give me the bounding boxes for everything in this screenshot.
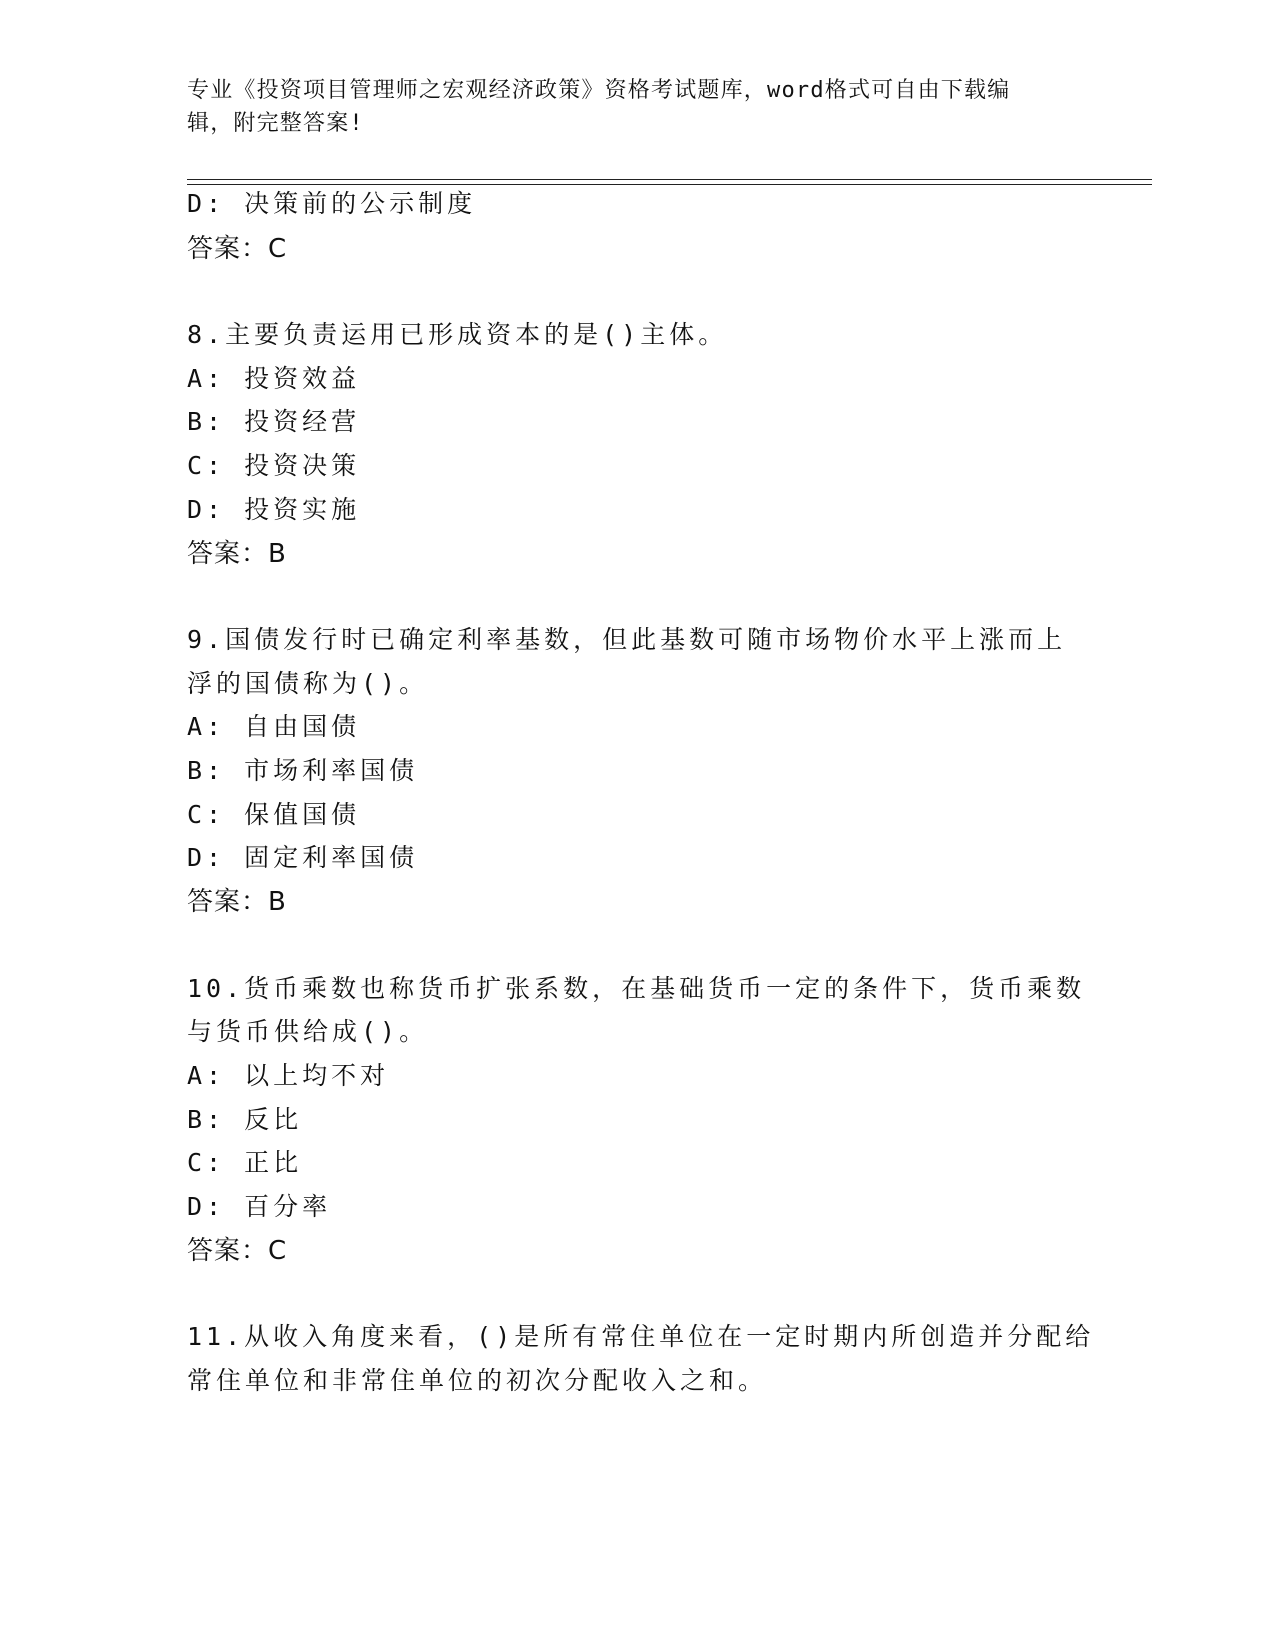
prev-answer: 答案：C xyxy=(187,234,288,264)
question-stem-line-2: 与货币供给成()。 xyxy=(187,1017,429,1046)
option-c: C: 正比 xyxy=(187,1148,303,1177)
question-stem: 8.主要负责运用已形成资本的是()主体。 xyxy=(187,320,728,349)
option-a: A: 以上均不对 xyxy=(187,1061,390,1090)
document-header xyxy=(187,74,1067,140)
question-stem-line-2: 浮的国债称为()。 xyxy=(187,669,429,698)
option-d: D: 百分率 xyxy=(187,1192,332,1221)
prev-option-d: D: 决策前的公示制度 xyxy=(187,189,477,218)
option-b: B: 市场利率国债 xyxy=(187,756,419,785)
option-d: D: 投资实施 xyxy=(187,495,361,524)
option-b: B: 投资经营 xyxy=(187,407,361,436)
question-stem-line-1: 10.货币乘数也称货币扩张系数，在基础货币一定的条件下，货币乘数 xyxy=(187,974,1086,1003)
option-c: C: 投资决策 xyxy=(187,451,361,480)
answer: 答案：B xyxy=(187,539,287,569)
option-d: D: 固定利率国债 xyxy=(187,843,419,872)
header-divider-top xyxy=(187,179,1152,180)
header-line-1: 专业《投资项目管理师之宏观经济政策》资格考试题库，word格式可自由下载编 xyxy=(187,78,1011,103)
question-stem-line-2: 常住单位和非常住单位的初次分配收入之和。 xyxy=(187,1366,768,1395)
header-divider-bottom xyxy=(187,184,1152,185)
question-stem-line-1: 9.国债发行时已确定利率基数，但此基数可随市场物价水平上涨而上 xyxy=(187,625,1067,654)
question-stem-line-1: 11.从收入角度来看，()是所有常住单位在一定时期内所创造并分配给 xyxy=(187,1322,1095,1351)
option-b: B: 反比 xyxy=(187,1105,303,1134)
option-c: C: 保值国债 xyxy=(187,800,361,829)
option-a: A: 自由国债 xyxy=(187,712,361,741)
answer: 答案：C xyxy=(187,1236,288,1266)
answer: 答案：B xyxy=(187,887,287,917)
option-a: A: 投资效益 xyxy=(187,364,361,393)
header-line-2: 辑，附完整答案! xyxy=(187,111,364,136)
